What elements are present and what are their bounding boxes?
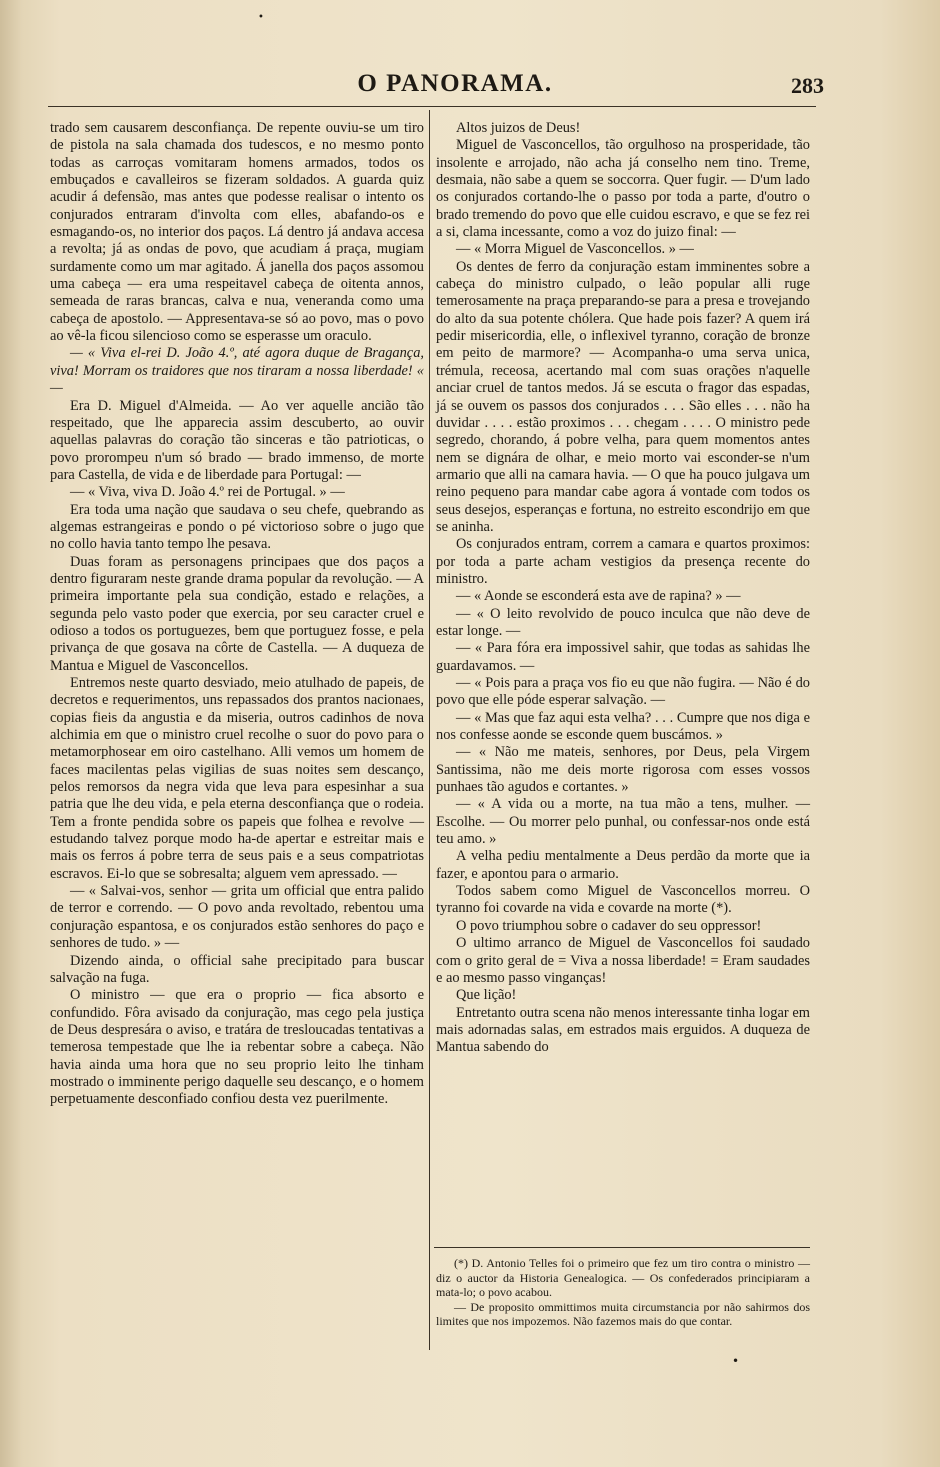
print-mark: • bbox=[732, 1354, 740, 1368]
paragraph: — « Mas que faz aqui esta velha? . . . Cumpre que nos diga e nos confesse aonde se esconde quem buscámos. » bbox=[436, 709, 810, 744]
footnote-paragraph: — De proposito ommittimos muita circumstancia por não sahirmos dos limites que nos impozemos. Não fazemos mais do que contar. bbox=[436, 1299, 810, 1329]
page-header bbox=[40, 70, 824, 104]
quoted-acclamation: — « Viva el-rei D. João 4.º, até agora duque de Bragança, viva! Morram os traidores que nos tiraram a nossa liberdade! « — bbox=[50, 345, 424, 397]
paragraph: A velha pediu mentalmente a Deus perdão da morte que ia fazer, e apontou para o armario. bbox=[436, 848, 810, 882]
paragraph: — « Não me mateis, senhores, por Deus, pela Virgem Santissima, não me deis morte rigorosa com esses vossos punhaes tão agudos e cortantes. » bbox=[436, 744, 810, 796]
left-column bbox=[50, 120, 424, 1109]
paragraph: Que lição! bbox=[456, 987, 517, 1004]
footnote bbox=[436, 1256, 810, 1329]
paragraph: Os conjurados entram, correm a camara e quartos proximos: por toda a parte acham vestigios da presença recente do ministro. bbox=[436, 536, 810, 587]
paragraph: — « Pois para a praça vos fio eu que não fugira. — Não é do povo que elle póde esperar salvação. — bbox=[436, 675, 810, 709]
paragraph: — « Morra Miguel de Vasconcellos. » — bbox=[456, 241, 694, 258]
paragraph: Entretanto outra scena não menos interessante tinha logar em mais adornadas salas, em estrados mais erguidos. A duqueza de Mantua sabendo do bbox=[436, 1004, 810, 1056]
page-number: 283 bbox=[791, 73, 824, 98]
page-title: O PANORAMA. bbox=[357, 70, 553, 97]
paragraph bbox=[50, 345, 424, 397]
paragraph: — « Para fóra era impossivel sahir, que todas as sahidas lhe guardavamos. — bbox=[436, 640, 810, 674]
paragraph: Altos juizos de Deus! bbox=[456, 120, 581, 136]
paragraph: Duas foram as personagens principaes que dos paços a dentro figuraram neste grande drama popular da revolução. — A primeira importante pela sua condição, estado e relações, a segunda pelo vasto poder que exercia, por seu caracter cruel e odioso a todos os portuguezes, bem que portuguez fosse, e pela privança de que gosava na côrte de Castella. — A duqueza de Mantua e Miguel de Vasconcellos. bbox=[50, 553, 424, 674]
paragraph: Dizendo ainda, o official sahe precipitado para buscar salvação na fuga. bbox=[50, 952, 424, 986]
right-column bbox=[436, 120, 810, 1057]
footnote-paragraph: (*) D. Antonio Telles foi o primeiro que fez um tiro contra o ministro — diz o auctor da Historia Genealogica. — Os confederados principiaram a mata-lo; o povo acabou. bbox=[436, 1256, 810, 1300]
paragraph: Entremos neste quarto desviado, meio atulhado de papeis, de decretos e requerimentos, uns repassados dos prantos nacionaes, copias fieis da angustia e da miseria, outros cadinhos de nova alchimia em que o ministro cruel recolhe o suor do povo para o metamorphosear em oiro castelhano. Alli vemos um homem de faces macilentas pelas vigilias de suas noites sem descanço, pelos remorsos da negra vida que leva para espesinhar a sua patria que lhe deu vida, e pela eterna desconfiança que o rodeia. Tem a fronte pendida sobre os papeis que folhea e revolve — estudando talvez porque modo ha-de apertar e estreitar mais e mais os ferros á pobre terra de seus pais e a seus compatriotas escravos. Ei-lo que se sobresalta; alguem vem apressado. — bbox=[50, 675, 424, 882]
paragraph: O povo triumphou sobre o cadaver do seu oppressor! bbox=[456, 917, 762, 934]
footnote-rule bbox=[434, 1247, 810, 1248]
paragraph: — « Aonde se esconderá esta ave de rapina? » — bbox=[456, 588, 741, 605]
paragraph: Era D. Miguel d'Almeida. — Ao ver aquelle ancião tão respeitado, que lhe apparecia assim descuberto, ao ouvir aquellas palavras do coração tão sinceras e tão patrioticas, o povo prorompeu n'um só brado — brado immenso, de morte para Castella, de vida e de liberdade para Portugal: — bbox=[50, 397, 424, 483]
column-divider bbox=[429, 110, 430, 1350]
paragraph: O ultimo arranco de Miguel de Vasconcellos foi saudado com o grito geral de = Viva a nossa liberdade! = Eram saudades e ao mesmo passo vinganças! bbox=[436, 935, 810, 986]
header-rule bbox=[48, 106, 816, 107]
paragraph: O ministro — que era o proprio — fica absorto e confundido. Fôra avisado da conjuração, mas cego pela justiça de Deus despresára o aviso, e tratára de tresloucadas tentativas a temerosa tempestade que lhe ia rebentar sobre a cabeça. Não havia ainda uma hora que no seu proprio leito lhe tinham mostrado o imminente perigo daquelle seu descanço, e o homem perpetuamente desconfiado confiou desta vez puerilmente. bbox=[50, 987, 424, 1108]
paragraph: — « O leito revolvido de pouco inculca que não deve de estar longe. — bbox=[436, 605, 810, 639]
paragraph: — « Salvai-vos, senhor — grita um official que entra palido de terror e correndo. — O povo anda revoltado, rebentou uma conjuração espantosa, e os conjurados estão senhores do paço e senhores de tudo. » — bbox=[50, 883, 424, 952]
paragraph: Todos sabem como Miguel de Vasconcellos morreu. O tyranno foi covarde na vida e covarde na morte (*). bbox=[436, 883, 810, 917]
paragraph: — « A vida ou a morte, na tua mão a tens, mulher. — Escolhe. — Ou morrer pelo punhal, ou confessar-nos onde está teu amo. » bbox=[436, 796, 810, 848]
paragraph: — « Viva, viva D. João 4.º rei de Portugal. » — bbox=[70, 484, 345, 501]
paragraph: Miguel de Vasconcellos, tão orgulhoso na prosperidade, tão insolente e arrojado, não acha já conselho nem tino. Treme, desmaia, não sabe a quem se soccorra. Quer fugir. — D'um lado os conjurados cortando-lhe o passo por toda a parte, d'outro o brado tremendo do povo que elle cuidou escravo, e que se fez rei a si, clama incessante, como a voz do juizo final: — bbox=[436, 137, 810, 241]
paragraph: trado sem causarem desconfiança. De repente ouviu-se um tiro de pistola na sala chamada dos tudescos, e no mesmo ponto todas as carroças vomitaram homens armados, todos os embuçados e cavalleiros se fizeram soldados. A guarda quiz acudir á defensão, mas antes que podesse realisar o intento os conjurados entraram d'involta com elles, abafando-os e esmagando-os, no interior dos paços. Lá dentro já andava accesa a revolta; já as ondas de povo, que acudiam á praça, mugiam surdamente como um mar agitado. Á janella dos paços assomou uma cabeça — era uma respeitavel cabeça de oitenta annos, semeada de raras brancas, calva e nua, veneranda como uma cabeça de apostolo. — Appresentava-se só ao povo, mas o povo ao vê-la ficou silencioso como se esperasse um oraculo. bbox=[50, 120, 424, 345]
paragraph: Os dentes de ferro da conjuração estam imminentes sobre a cabeça do ministro culpado, o leão popular alli ruge temerosamente na praça preparando-se para a presa e trovejando do alto da sua potente chólera. Que hade pois fazer? A quem irá pedir misericordia, elle, o inflexivel tyranno, coração de bronze em peito de marmore? — Acompanha-o uma serva unica, trémula, receosa, acertando mal com suas orações n'aquelle anciar cruel de tantos medos. Já se escuta o fragor das espadas, já se ouvem os passos dos conjurados . . . São elles . . . não ha duvidar . . . . estão proximos . . . chegam . . . . O ministro pede segredo, chorando, á pobre velha, para quem momentos antes nem se dignára de olhar, e meio morto vai esconder-se n'um armario que alli na camara havia. — O que ha pouco julgava um reino pequeno para mandar cabe agora á vontade com todos os seus desejos, esperanças e fortuna, no estreito escondrijo em que se aninha. bbox=[436, 258, 810, 535]
print-mark: • bbox=[258, 12, 264, 23]
paragraph: Era toda uma nação que saudava o seu chefe, quebrando as algemas estrangeiras e pondo o pé victorioso sobre o jugo que no collo havia tanto tempo lhe pesava. bbox=[50, 501, 424, 553]
